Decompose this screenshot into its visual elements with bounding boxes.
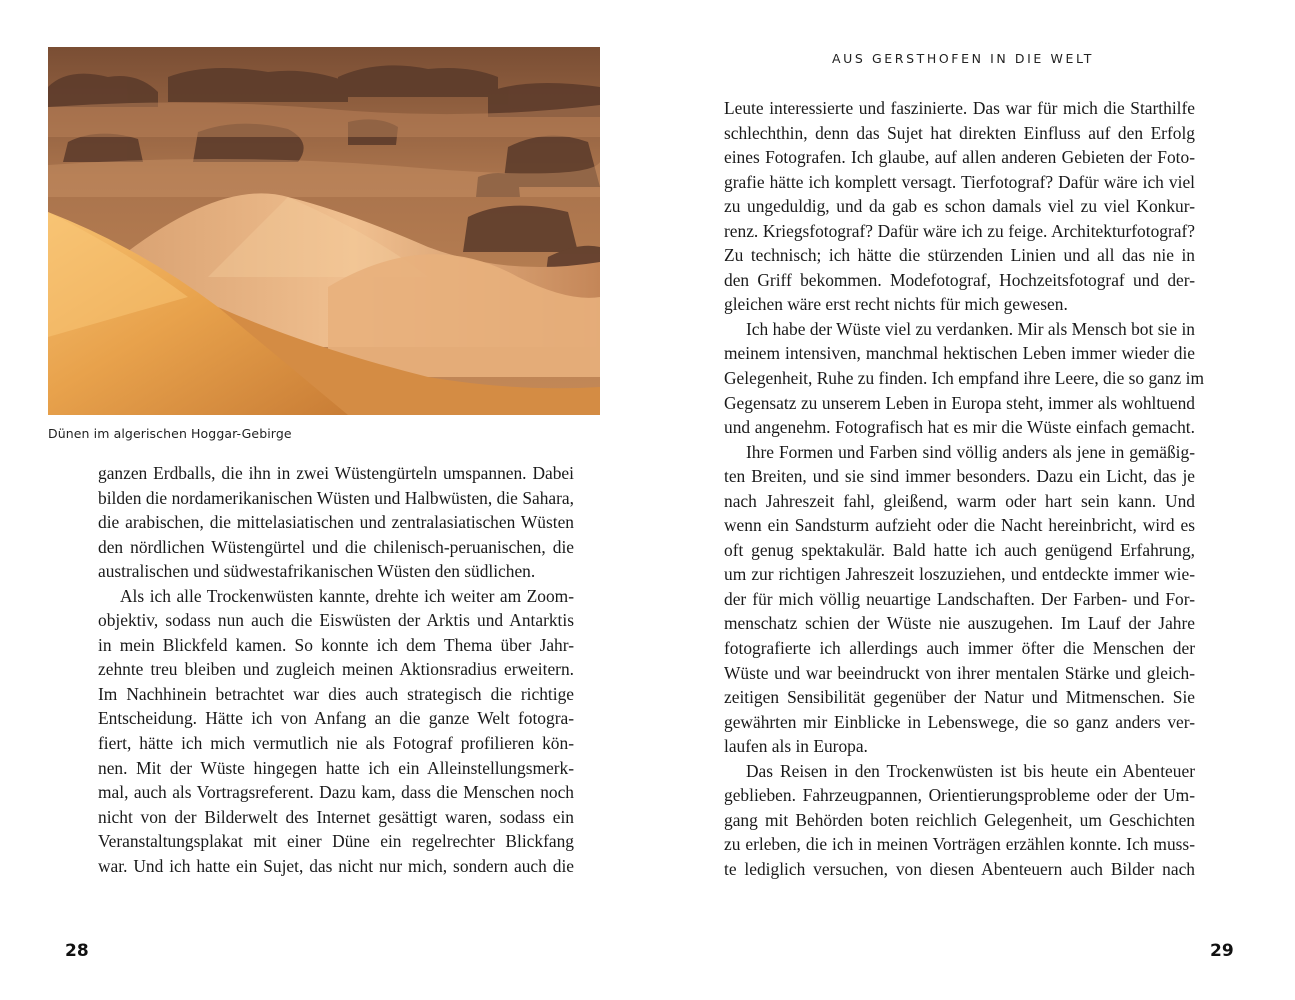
text-line: Das Reisen in den Trockenwüsten ist bis heute ein Abenteuer <box>746 760 1195 781</box>
text-line: grafie hätte ich komplett versagt. Tierfotograf? Dafür wäre ich viel <box>724 171 1195 192</box>
text-line: schlechthin, denn das Sujet hat direkten Einfluss auf den Erfolg <box>724 122 1195 143</box>
text-line: menschatz schien der Wüste nie auszugehen. Im Lauf der Jahre <box>724 613 1195 634</box>
text-line: fiert, hätte ich mich vermutlich nie als Fotograf profilieren kön- <box>98 733 574 754</box>
text-line: nicht von der Bilderwelt des Internet gesättigt waren, sodass ein <box>98 806 574 827</box>
text-line: fotografierte ich allerdings auch immer öfter die Menschen der <box>724 638 1195 659</box>
photo-caption: Dünen im algerischen Hoggar-Gebirge <box>48 426 292 441</box>
text-line: objektiv, sodass nun auch die Eiswüsten der Arktis und Antarktis <box>98 610 574 631</box>
text-line: zeitigen Sensibilität gegenüber der Natur und Mitmenschen. Sie <box>724 687 1195 708</box>
text-line: Ich habe der Wüste viel zu verdanken. Mir als Mensch bot sie in <box>746 318 1195 339</box>
left-body-text <box>98 461 574 878</box>
text-line: Entscheidung. Hätte ich von Anfang an die ganze Welt fotogra- <box>98 708 574 729</box>
text-line: wenn ein Sandsturm aufzieht oder die Nacht hereinbricht, wird es <box>724 515 1195 536</box>
page-number-right: 29 <box>1210 941 1234 961</box>
text-line: gang mit Behörden boten reichlich Gelegenheit, um Geschichten <box>724 809 1195 830</box>
text-line: nen. Mit der Wüste hingegen hatte ich ein Alleinstellungsmerk- <box>98 757 574 778</box>
left-page <box>0 0 647 1000</box>
text-line: den nördlichen Wüstengürtel und die chilenisch-peruanischen, die <box>98 536 574 557</box>
text-line: Ihre Formen und Farben sind völlig anders als jene in gemäßig- <box>746 441 1195 462</box>
paragraph <box>724 759 1195 882</box>
text-line: mal, auch als Vortragsreferent. Dazu kam, dass die Menschen noch <box>98 782 574 803</box>
text-line: Als ich alle Trockenwüsten kannte, drehte ich weiter am Zoom- <box>120 585 574 606</box>
right-page <box>647 0 1295 1000</box>
desert-dunes-photo <box>48 47 600 415</box>
text-line: zu ungeduldig, und da gab es schon damals viel zu viel Konkur- <box>724 196 1195 217</box>
paragraph <box>98 461 574 584</box>
text-line: gewährten mir Einblicke in Lebenswege, die so ganz anders ver- <box>724 711 1195 732</box>
text-line: australischen und südwestafrikanischen Wüsten den südlichen. <box>98 561 536 582</box>
running-head: AUS GERSTHOFEN IN DIE WELT <box>832 51 1095 66</box>
text-line: ten Breiten, und sie sind immer besonders. Dazu ein Licht, das je <box>724 466 1195 487</box>
text-line: war. Und ich hatte ein Sujet, das nicht nur mich, sondern auch die <box>98 855 574 876</box>
text-line: und angenehm. Fotografisch hat es mir die Wüste einfach gemacht. <box>724 417 1195 438</box>
text-line: zehnte treu bleiben und zugleich meinen Aktionsradius erweitern. <box>98 659 574 680</box>
text-line: der für mich völlig neuartige Landschaften. Der Farben- und For- <box>724 588 1195 609</box>
text-line: nach Jahreszeit fahl, gleißend, warm oder hart sein kann. Und <box>724 490 1195 511</box>
text-line: den Griff bekommen. Modefotograf, Hochzeitsfotograf und der- <box>724 269 1195 290</box>
text-line: laufen als in Europa. <box>724 736 868 757</box>
text-line: Wüste und war beeindruckt von ihrer mentalen Stärke und gleich- <box>724 662 1195 683</box>
text-line: meinem intensiven, manchmal hektischen Leben immer wieder die <box>724 343 1195 364</box>
text-line: in mein Blickfeld kamen. So konnte ich dem Thema über Jahr- <box>98 634 574 655</box>
text-line: Gegensatz zu unserem Leben in Europa steht, immer als wohltuend <box>724 392 1195 413</box>
paragraph <box>98 584 574 879</box>
text-line: Zu technisch; ich hätte die stürzenden Linien und all das nie in <box>724 245 1195 266</box>
text-line: te lediglich versuchen, von diesen Abenteuern auch Bilder nach <box>724 858 1195 879</box>
photo-illustration <box>48 47 600 415</box>
text-line: Gelegenheit, Ruhe zu finden. Ich empfand ihre Leere, die so ganz im <box>724 368 1204 389</box>
text-line: ganzen Erdballs, die ihn in zwei Wüstengürteln umspannen. Dabei <box>98 463 574 483</box>
text-line: oft genug spektakulär. Bald hatte ich auch genügend Erfahrung, <box>724 539 1195 560</box>
text-line: um zur richtigen Jahreszeit loszuziehen, und entdeckte immer wie- <box>724 564 1195 585</box>
text-line: geblieben. Fahrzeugpannen, Orientierungsprobleme oder der Um- <box>724 785 1195 806</box>
paragraph <box>724 317 1204 440</box>
right-body-text <box>724 96 1204 882</box>
text-line: Im Nachhinein betrachtet war dies auch strategisch die richtige <box>98 683 574 704</box>
text-line: zu erleben, die ich in meinen Vorträgen erzählen konnte. Ich muss- <box>724 834 1195 855</box>
text-line: die arabischen, die mittelasiatischen und zentralasiatischen Wüsten <box>98 512 574 533</box>
paragraph <box>724 96 1195 317</box>
text-line: renz. Kriegsfotograf? Dafür wäre ich zu feige. Architekturfotograf? <box>724 220 1195 241</box>
text-line: bilden die nordamerikanischen Wüsten und Halbwüsten, die Sahara, <box>98 487 574 508</box>
text-line: gleichen wäre erst recht nichts für mich gewesen. <box>724 294 1068 315</box>
text-line: eines Fotografen. Ich glaube, auf allen anderen Gebieten der Foto- <box>724 147 1195 168</box>
paragraph <box>724 440 1195 759</box>
page-number-left: 28 <box>65 941 89 961</box>
text-line: Leute interessierte und faszinierte. Das war für mich die Starthilfe <box>724 98 1195 118</box>
text-line: Veranstaltungsplakat mit einer Düne ein regelrechter Blickfang <box>98 831 574 852</box>
